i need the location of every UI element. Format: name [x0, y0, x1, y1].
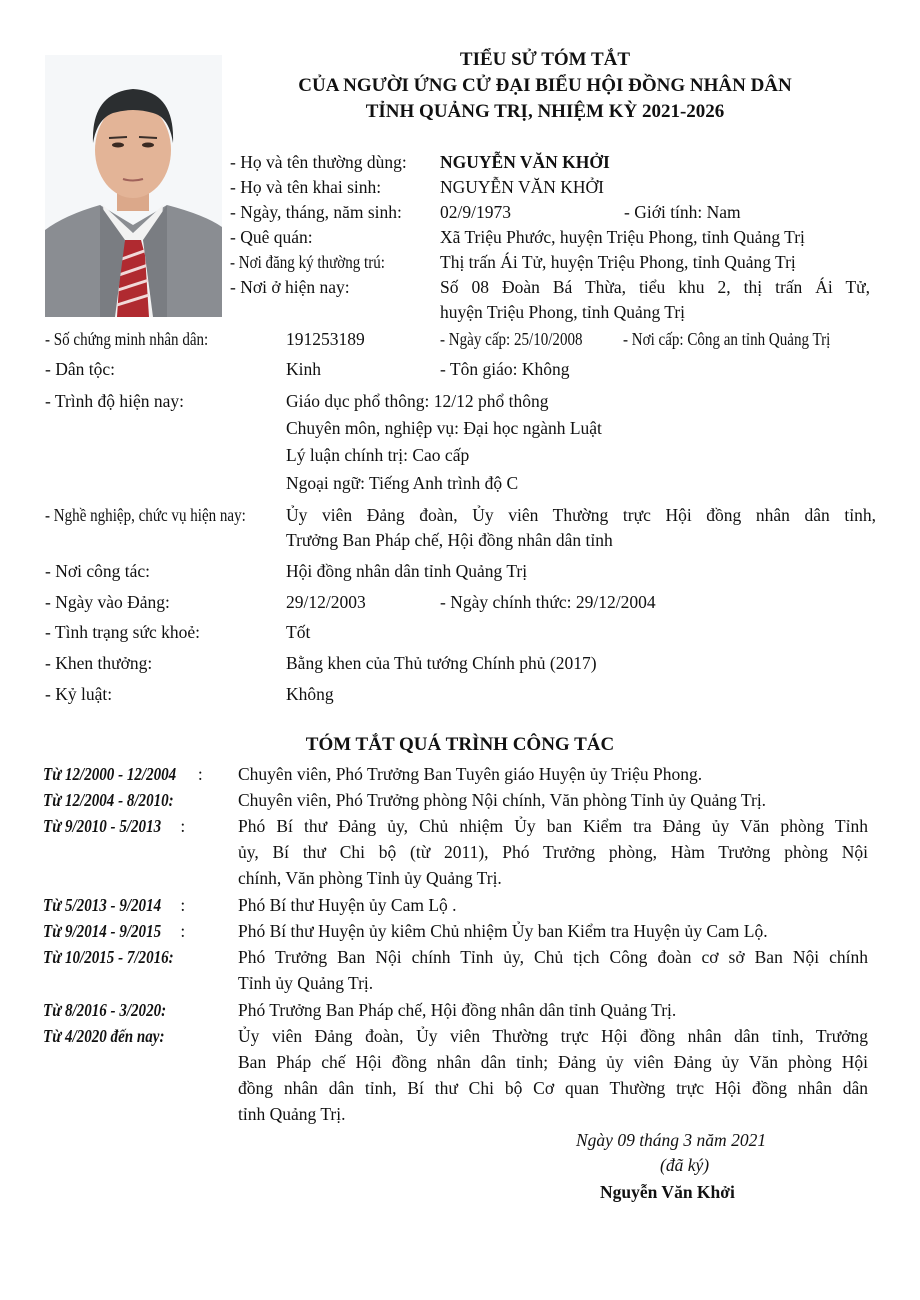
party-join-label: - Ngày vào Đảng: [45, 592, 170, 612]
career-description-line: Tỉnh ủy Quảng Trị. [238, 973, 374, 993]
doc-subtitle-term: TỈNH QUẢNG TRỊ, NHIỆM KỲ 2021-2026 [365, 101, 725, 122]
position-label [45, 503, 279, 527]
career-period [43, 788, 195, 812]
career-period-colon: : [180, 816, 186, 836]
discipline: Không [286, 684, 334, 704]
id-issue-place-text: - Nơi cấp: Công an tỉnh Quảng Trị [623, 329, 831, 349]
permanent-residence-label [230, 250, 410, 274]
gender: - Giới tính: Nam [624, 202, 741, 222]
dob-label: - Ngày, tháng, năm sinh: [230, 202, 402, 222]
career-description-line: Phó Bí thư Đảng ủy, Chủ nhiệm Ủy ban Kiểm tra Đảng ủy Văn phòng Tỉnh [238, 816, 868, 836]
permanent-residence: Thị trấn Ái Tử, huyện Triệu Phong, tỉnh Quảng Trị [440, 252, 796, 272]
position-label-text: - Nghề nghiệp, chức vụ hiện nay: [45, 505, 246, 525]
hometown: Xã Triệu Phước, huyện Triệu Phong, tỉnh Quảng Trị [440, 227, 805, 247]
career-period-text: Từ 4/2020 đến nay: [43, 1026, 165, 1046]
career-period [43, 814, 185, 838]
career-title: TÓM TẮT QUÁ TRÌNH CÔNG TÁC [305, 734, 615, 755]
career-description-line: Chuyên viên, Phó Trưởng phòng Nội chính, Văn phòng Tỉnh ủy Quảng Trị. [238, 790, 767, 810]
current-residence-line2: huyện Triệu Phong, tỉnh Quảng Trị [440, 302, 686, 322]
career-period-text: Từ 5/2013 - 9/2014 [43, 895, 162, 915]
current-residence-label: - Nơi ở hiện nay: [230, 277, 350, 297]
career-description-line: Phó Trưởng Ban Pháp chế, Hội đồng nhân dân tỉnh Quảng Trị. [238, 1000, 677, 1020]
career-period-text: Từ 8/2016 - 3/2020: [43, 1000, 167, 1020]
party-join-date: 29/12/2003 [286, 592, 366, 612]
dob: 02/9/1973 [440, 202, 511, 222]
portrait-icon [45, 55, 222, 317]
education-political: Lý luận chính trị: Cao cấp [286, 445, 470, 465]
doc-title: TIỂU SỬ TÓM TẮT [459, 49, 631, 70]
party-official-date: - Ngày chính thức: 29/12/2004 [440, 592, 656, 612]
career-description-line: Phó Bí thư Huyện ủy kiêm Chủ nhiệm Ủy ban Kiểm tra Huyện ủy Cam Lộ. [238, 921, 768, 941]
career-period-colon: : [197, 764, 203, 784]
common-name-label: - Họ và tên thường dùng: [230, 152, 407, 172]
career-period [43, 762, 203, 786]
position-line2: Trưởng Ban Pháp chế, Hội đồng nhân dân tỉnh [286, 530, 613, 550]
career-period [43, 893, 185, 917]
id-label-text: - Số chứng minh nhân dân: [45, 329, 209, 349]
religion: - Tôn giáo: Không [440, 359, 570, 379]
career-period-text: Từ 10/2015 - 7/2016: [43, 947, 174, 967]
discipline-label: - Kỷ luật: [45, 684, 113, 704]
workplace: Hội đồng nhân dân tỉnh Quảng Trị [286, 561, 528, 581]
position-line1: Ủy viên Đảng đoàn, Ủy viên Thường trực Hội đồng nhân dân tỉnh, [286, 505, 876, 525]
ethnicity-label: - Dân tộc: [45, 359, 115, 379]
signature-date: Ngày 09 tháng 3 năm 2021 [576, 1130, 767, 1150]
awards-label: - Khen thưởng: [45, 653, 153, 673]
career-period [43, 998, 186, 1022]
education-label: - Trình độ hiện nay: [45, 391, 185, 411]
health-label: - Tình trạng sức khoẻ: [45, 622, 200, 642]
common-name: NGUYỄN VĂN KHỞI [440, 152, 610, 172]
workplace-label: - Nơi công tác: [45, 561, 150, 581]
portrait-photo [45, 55, 222, 317]
career-period [43, 1024, 184, 1048]
career-description-line: Phó Trưởng Ban Nội chính Tỉnh ủy, Chủ tịch Công đoàn cơ sở Ban Nội chính [238, 947, 868, 967]
career-period-colon: : [180, 921, 186, 941]
signature-name: Nguyễn Văn Khởi [600, 1182, 735, 1202]
career-period-colon: : [180, 895, 186, 915]
id-label [45, 327, 235, 351]
birth-name-label: - Họ và tên khai sinh: [230, 177, 382, 197]
career-description-line: ủy, Bí thư Chi bộ (từ 2011), Phó Trưởng phòng, Hàm Trưởng phòng Nội [238, 842, 868, 862]
career-description-line: Chuyên viên, Phó Trưởng Ban Tuyên giáo Huyện ủy Triệu Phong. [238, 764, 703, 784]
current-residence-line1: Số 08 Đoàn Bá Thừa, tiểu khu 2, thị trấn Ái Tử, [440, 277, 870, 297]
career-description-line: tỉnh Quảng Trị. [238, 1104, 346, 1124]
career-period-text: Từ 9/2010 - 5/2013 [43, 816, 162, 836]
doc-subtitle: CỦA NGƯỜI ỨNG CỬ ĐẠI BIỂU HỘI ĐỒNG NHÂN DÂN [298, 75, 792, 96]
career-description-line: chính, Văn phòng Tỉnh ủy Quảng Trị. [238, 868, 502, 888]
education-general: Giáo dục phổ thông: 12/12 phổ thông [286, 391, 549, 411]
id-number: 191253189 [286, 329, 365, 349]
permanent-residence-label-text: - Nơi đăng ký thường trú: [230, 252, 385, 272]
career-description-line: đồng nhân dân tỉnh, Bí thư Chi bộ Cơ quan Thường trực Hội đồng nhân dân [238, 1078, 868, 1098]
ethnicity: Kinh [286, 359, 321, 379]
id-issue-date [440, 327, 606, 351]
career-description-line: Ủy viên Đảng đoàn, Ủy viên Thường trực Hội đồng nhân dân tỉnh, Trưởng [238, 1026, 868, 1046]
career-description-line: Ban Pháp chế Hội đồng nhân dân tỉnh; Đảng ủy viên Đảng ủy Văn phòng Hội [238, 1052, 868, 1072]
career-period [43, 919, 185, 943]
education-professional: Chuyên môn, nghiệp vụ: Đại học ngành Luật [286, 418, 602, 438]
hometown-label: - Quê quán: [230, 227, 313, 247]
awards: Bằng khen của Thủ tướng Chính phủ (2017) [286, 653, 597, 673]
id-issue-date-text: - Ngày cấp: 25/10/2008 [440, 329, 583, 349]
career-period-text: Từ 12/2004 - 8/2010: [43, 790, 174, 810]
health: Tốt [286, 622, 311, 642]
signature-status: (đã ký) [660, 1155, 710, 1175]
career-period [43, 945, 195, 969]
career-description-line: Phó Bí thư Huyện ủy Cam Lộ . [238, 895, 457, 915]
id-issue-place [623, 327, 864, 351]
career-period-text: Từ 12/2000 - 12/2004 [43, 764, 177, 784]
birth-name: NGUYỄN VĂN KHỞI [440, 177, 604, 197]
career-period-text: Từ 9/2014 - 9/2015 [43, 921, 162, 941]
education-language: Ngoại ngữ: Tiếng Anh trình độ C [286, 473, 519, 493]
